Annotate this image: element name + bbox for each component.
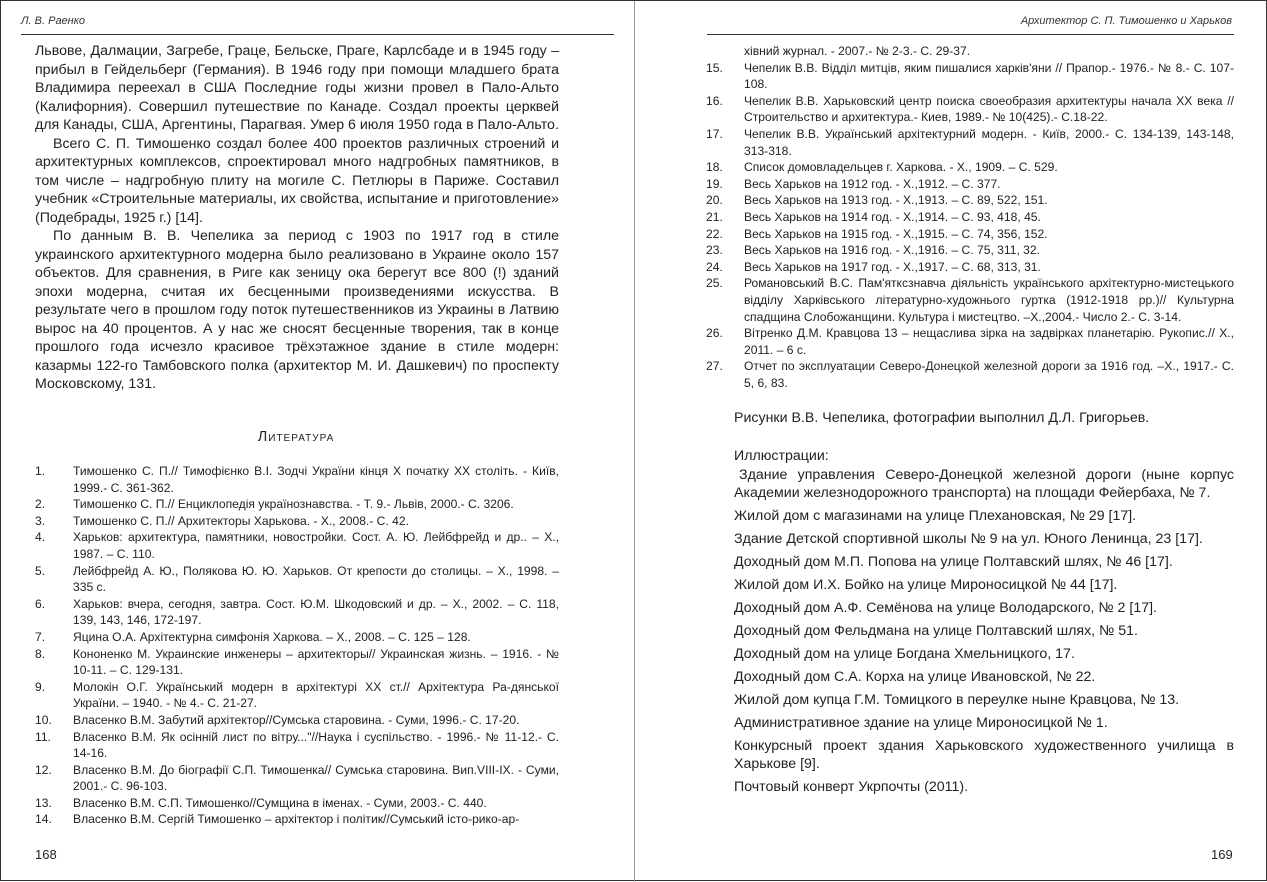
- reference-text: Весь Харьков на 1916 год. - Х.,1916. – С. 75, 311, 32.: [744, 243, 1040, 258]
- reference-item: [35, 795, 559, 812]
- left-page: [1, 1, 634, 882]
- reference-number: 3.: [35, 513, 46, 528]
- reference-text: Чепелик В.В. Український архітектурний модерн. - Київ, 2000.- С. 134-139, 143-148, 313-318.: [744, 126, 1234, 158]
- reference-number: 10.: [35, 712, 52, 727]
- reference-text: Харьков: вчера, сегодня, завтра. Сост. Ю.М. Шкодовский и др. – Х., 2002. – С. 118, 139, 143, 146, 172-197.: [73, 596, 559, 628]
- reference-number: 2.: [35, 497, 46, 512]
- body-paragraph: Львове, Далмации, Загребе, Граце, Бельске, Праге, Карлсбаде и в 1945 году – прибыл в Гейдельберг (Германия). В 1946 году при помощи младшего брата Владимира переехал в США Последние годы жизни провел в Пало-Альто (Калифорния). Совершил путешествие по Канаде. Создал проекты церквей для Канады, США, Аргентины, Парагвая. Умер 6 июля 1950 года в Пало-Альто.: [35, 43, 559, 133]
- reference-item: [706, 226, 1234, 243]
- reference-text: Власенко В.М. Сергій Тимошенко – архітектор і політик//Сумський істо-рико-ар-: [73, 812, 520, 827]
- reference-number: 21.: [706, 209, 723, 224]
- illustration-caption: Здание Детской спортивной школы № 9 на ул. Юного Ленинца, 23 [17].: [734, 531, 1203, 547]
- running-head-left: Л. В. Раенко: [21, 15, 86, 27]
- reference-item: [706, 176, 1234, 193]
- reference-item: [706, 93, 1234, 126]
- reference-item: [706, 159, 1234, 176]
- reference-number: 9.: [35, 679, 46, 694]
- illustration-caption: Доходный дом А.Ф. Семёнова на улице Володарского, № 2 [17].: [734, 600, 1157, 616]
- reference-item: [35, 729, 559, 762]
- reference-item: [35, 762, 559, 795]
- reference-number: 22.: [706, 226, 723, 241]
- reference-item: [706, 259, 1234, 276]
- reference-text: Тимошенко С. П.// Архитекторы Харькова. - Х., 2008.- С. 42.: [73, 513, 409, 528]
- reference-text: Тимошенко С. П.// Тимофієнко В.І. Зодчі України кінця Х початку ХХ століть. - Київ, 1999.- С. 361-362.: [73, 464, 559, 495]
- illustration-caption: Жилой дом купца Г.М. Томицкого в переулке ныне Кравцова, № 13.: [734, 692, 1180, 708]
- reference-item: [706, 358, 1234, 391]
- reference-number: 11.: [35, 729, 51, 744]
- reference-item: [706, 60, 1234, 93]
- reference-text: Яцина О.А. Архітектурна симфонія Харкова. – Х., 2008. – С. 125 – 128.: [73, 629, 471, 644]
- reference-number: 24.: [706, 259, 723, 274]
- reference-item: [35, 712, 559, 729]
- reference-number: 8.: [35, 646, 46, 661]
- reference-text: Весь Харьков на 1912 год. - Х.,1912. – С. 377.: [744, 176, 1001, 191]
- reference-item: [35, 463, 559, 496]
- reference-item: [35, 596, 559, 629]
- reference-number: 23.: [706, 243, 723, 258]
- page-number-left: 168: [35, 847, 57, 862]
- reference-text: Отчет по эксплуатации Северо-Донецкой железной дороги за 1916 год. –Х., 1917.- С. 5, 6, 83.: [744, 359, 1234, 390]
- reference-text: Кононенко М. Украинские инженеры – архитекторы// Украинская жизнь. – 1916. - № 10-11. – С. 129-131.: [73, 646, 559, 678]
- reference-number: 17.: [706, 126, 723, 141]
- reference-item: [35, 563, 559, 596]
- reference-item: [35, 646, 559, 679]
- reference-number: 20.: [706, 193, 723, 208]
- reference-text: Харьков: архитектура, памятники, новостройки. Сост. А. Ю. Лейбфрейд и др.. – Х., 1987. – С. 110.: [73, 530, 559, 561]
- illustration-caption: Жилой дом с магазинами на улице Плехановская, № 29 [17].: [734, 508, 1137, 524]
- reference-item: [706, 325, 1234, 358]
- reference-number: 6.: [35, 596, 46, 611]
- reference-item: [706, 43, 1234, 60]
- reference-number: 14.: [35, 812, 52, 827]
- reference-number: 16.: [706, 93, 723, 108]
- reference-number: 18.: [706, 160, 723, 175]
- illustration-caption: Административное здание на улице Мироносицкой № 1.: [734, 715, 1108, 731]
- reference-text: Лейбфрейд А. Ю., Полякова Ю. Ю. Харьков. От крепости до столицы. – Х., 1998. – 335 с.: [73, 563, 559, 595]
- reference-item: [35, 496, 559, 513]
- reference-text: Власенко В.М. Забутий архітектор//Сумська старовина. - Суми, 1996.- С. 17-20.: [73, 712, 520, 727]
- reference-item: [706, 192, 1234, 209]
- illustration-caption: Доходный дом С.А. Корха на улице Ивановской, № 22.: [734, 669, 1096, 685]
- reference-number: 27.: [706, 359, 723, 374]
- reference-text: Власенко В.М. Як осінній лист по вітру..."//Наука і суспільство. - 1996.- № 11-12.- С. 14-16.: [73, 729, 559, 761]
- reference-number: 26.: [706, 326, 723, 341]
- reference-text: Вітренко Д.М. Кравцова 13 – нещаслива зірка на задвірках планетарію. Рукопис.// Х., 2011. – 6 с.: [744, 326, 1234, 357]
- reference-item: [35, 629, 559, 646]
- reference-list-right: [706, 43, 1234, 391]
- header-rule-right: [707, 34, 1234, 35]
- reference-item: [35, 811, 559, 828]
- illustration-caption: Жилой дом И.Х. Бойко на улице Мироносицкой № 44 [17].: [734, 577, 1118, 593]
- reference-text: Власенко В.М. С.П. Тимошенко//Сумщина в іменах. - Суми, 2003.- С. 440.: [73, 795, 487, 810]
- illustration-caption: Доходный дом на улице Богдана Хмельницкого, 17.: [734, 646, 1075, 662]
- reference-item: [706, 275, 1234, 325]
- illustration-caption: Здание управления Северо-Донецкой железной дороги (ныне корпус Академии железнодорожного транспорта) на площади Фейербаха, № 7.: [734, 467, 1234, 501]
- header-rule-left: [21, 34, 614, 35]
- reference-text: хівний журнал. - 2007.- № 2-3.- С. 29-37.: [744, 44, 971, 58]
- reference-item: [35, 679, 559, 712]
- reference-text: Чепелик В.В. Харьковский центр поиска своеобразия архитектуры начала ХХ века // Строительство и архитектура.- Киев, 1989.- № 10(425).- С.18-22.: [744, 93, 1234, 125]
- reference-number: 13.: [35, 795, 52, 810]
- reference-number: 19.: [706, 176, 723, 191]
- body-paragraph: По данным В. В. Чепелика за период с 1903 по 1917 год в стиле украинского архитектурного модерна было реализовано в Украине около 157 объектов. Для сравнения, в Риге как зеницу ока берегут все 800 (!) зданий эпохи модерна, считая их бесценными произведениями искусства. В результате чего в прошлом году поток путешественников из Украины в Латвию вырос на 40 процентов. А у нас же сносят бесценные творения, так в конце прошлого года исчезло красивое трёхэтажное здание в стиле модерн: казармы 122-го Тамбовского полка (архитектор М. И. Дашкевич) по проспекту Московскому, 131.: [35, 228, 559, 392]
- reference-text: Весь Харьков на 1913 год. - Х.,1913. – С. 89, 522, 151.: [744, 193, 1048, 208]
- reference-text: Весь Харьков на 1917 год. - Х.,1917. – С. 68, 313, 31.: [744, 259, 1041, 274]
- running-head-right: Архитектор С. П. Тимошенко и Харьков: [1020, 15, 1232, 27]
- body-text-left: [35, 42, 559, 394]
- reference-number: 12.: [35, 762, 52, 777]
- reference-text: Весь Харьков на 1914 год. - Х.,1914. – С. 93, 418, 45.: [744, 209, 1041, 224]
- reference-item: [706, 126, 1234, 159]
- illustration-caption: Почтовый конверт Укрпочты (2011).: [734, 779, 969, 795]
- illustrations-label: Иллюстрации:: [734, 448, 829, 464]
- body-paragraph: Всего С. П. Тимошенко создал более 400 проектов различных строений и архитектурных комплексов, спроектировал много надгробных памятников, в том числе – надгробную плиту на могиле С. Петлюры в Париже. Составил учебник «Строительные материалы, их свойства, испытание и приготовление» (Подебрады, 1925 г.) [14].: [35, 135, 559, 226]
- illustrations-list: [734, 466, 1234, 801]
- literature-heading: Литература: [257, 429, 335, 445]
- reference-number: 5.: [35, 563, 46, 578]
- page-number-right: 169: [1211, 847, 1233, 862]
- photo-credit: Рисунки В.В. Чепелика, фотографии выполнил Д.Л. Григорьев.: [734, 410, 1150, 426]
- reference-text: Молокін О.Г. Український модерн в архітектурі ХХ ст.// Архітектура Ра-дянської України. – 1940. - № 4.- С. 21-27.: [73, 679, 559, 711]
- reference-item: [35, 529, 559, 562]
- reference-number: 25.: [706, 276, 723, 291]
- reference-text: Чепелик В.В. Відділ митців, яким пишалися харків'яни // Прапор.- 1976.- № 8.- С. 107-108.: [744, 60, 1234, 92]
- reference-number: 4.: [35, 530, 46, 545]
- illustration-caption: Доходный дом М.П. Попова на улице Полтавский шлях, № 46 [17].: [734, 554, 1173, 570]
- reference-text: Власенко В.М. До біографії С.П. Тимошенка// Сумська старовина. Вип.VIII-IX. - Суми, 2001.- С. 96-103.: [73, 762, 559, 794]
- reference-text: Весь Харьков на 1915 год. - Х.,1915. – С. 74, 356, 152.: [744, 226, 1048, 241]
- reference-item: [35, 513, 559, 530]
- reference-text: Список домовладельцев г. Харкова. - Х., 1909. – С. 529.: [744, 160, 1058, 175]
- illustration-caption: Конкурсный проект здания Харьковского художественного училища в Харькове [9].: [734, 738, 1234, 772]
- reference-number: 1.: [35, 464, 46, 478]
- reference-item: [706, 242, 1234, 259]
- illustration-caption: Доходный дом Фельдмана на улице Полтавский шлях, № 51.: [734, 623, 1138, 639]
- reference-number: 15.: [706, 60, 723, 75]
- reference-item: [706, 209, 1234, 226]
- reference-text: Романовський В.С. Пам'ятксзнавча діяльність українського архітектурно-мистецького відділу Харківського літературно-художнього гуртка (1912-1918 рр.)// Культурна спадщина Слобожанщини. Культура і мистецтво. –Х.,2004.- Число 2.- С. 3-14.: [744, 276, 1234, 324]
- reference-number: 7.: [35, 629, 46, 644]
- reference-list-left: [35, 463, 559, 828]
- reference-text: Тимошенко С. П.// Енциклопедія українознавства. - Т. 9.- Львів, 2000.- С. 3206.: [73, 497, 514, 512]
